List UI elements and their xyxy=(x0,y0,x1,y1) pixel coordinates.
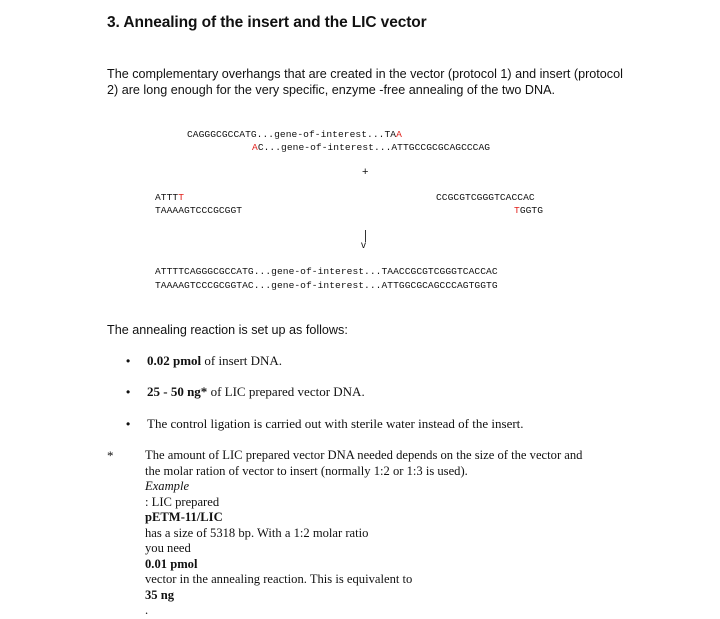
footnote-star: * xyxy=(107,448,114,463)
footnote-line-2: the molar ration of vector to insert (normally 1:2 or 1:3 is used). xyxy=(145,463,468,478)
arrow-down-icon: v xyxy=(361,240,366,251)
footnote xyxy=(145,448,625,619)
product-top-strand: ATTTTCAGGGCGCCATG...gene-of-interest...TAACCGCGTCGGGTCACCAC xyxy=(155,266,498,277)
intro-paragraph xyxy=(107,66,637,98)
setup-paragraph: The annealing reaction is set up as follows: xyxy=(107,323,348,337)
footnote-line-1: The amount of LIC prepared vector DNA needed depends on the size of the vector and xyxy=(145,448,583,462)
bullet-item-insert: 0.02 pmol of insert DNA. xyxy=(147,353,283,368)
footnote-line-3: Example : LIC prepared pETM-11/LIC has a size of 5318 bp. With a 1:2 molar ratio xyxy=(145,479,369,540)
vector-right-bottom-strand: TGGTG xyxy=(514,205,544,216)
bullet-dot-2: • xyxy=(126,385,131,399)
footnote-line-4: you need 0.01 pmol vector in the annealing reaction. This is equivalent to 35 ng . xyxy=(145,541,413,617)
vector-left-top-strand: ATTTT xyxy=(155,192,185,203)
intro-line-1: The complementary overhangs that are created in the vector (protocol 1) and insert (protocol xyxy=(107,67,623,81)
section-heading: 3. Annealing of the insert and the LIC vector xyxy=(107,14,427,31)
vector-right-top-strand: CCGCGTCGGGTCACCAC xyxy=(436,192,535,203)
intro-line-2: 2) are long enough for the very specific, enzyme -free annealing of the two DNA. xyxy=(107,83,556,97)
bullet-item-vector: 25 - 50 ng* of LIC prepared vector DNA. xyxy=(147,384,365,399)
vector-left-bottom-strand: TAAAAGTCCCGCGGT xyxy=(155,205,243,216)
bullet-dot-1: • xyxy=(126,354,131,368)
plus-sign: + xyxy=(362,166,369,178)
insert-bottom-strand: AC...gene-of-interest...ATTGCCGCGCAGCCCAG xyxy=(252,142,491,153)
bullet-item-control: The control ligation is carried out with sterile water instead of the insert. xyxy=(147,416,524,431)
product-bottom-strand: TAAAAGTCCCGCGGTAC...gene-of-interest...ATTGGCGCAGCCCAGTGGTG xyxy=(155,280,498,291)
bullet-dot-3: • xyxy=(126,417,131,431)
insert-top-strand: CAGGGCGCCATG...gene-of-interest...TAA xyxy=(187,129,402,140)
